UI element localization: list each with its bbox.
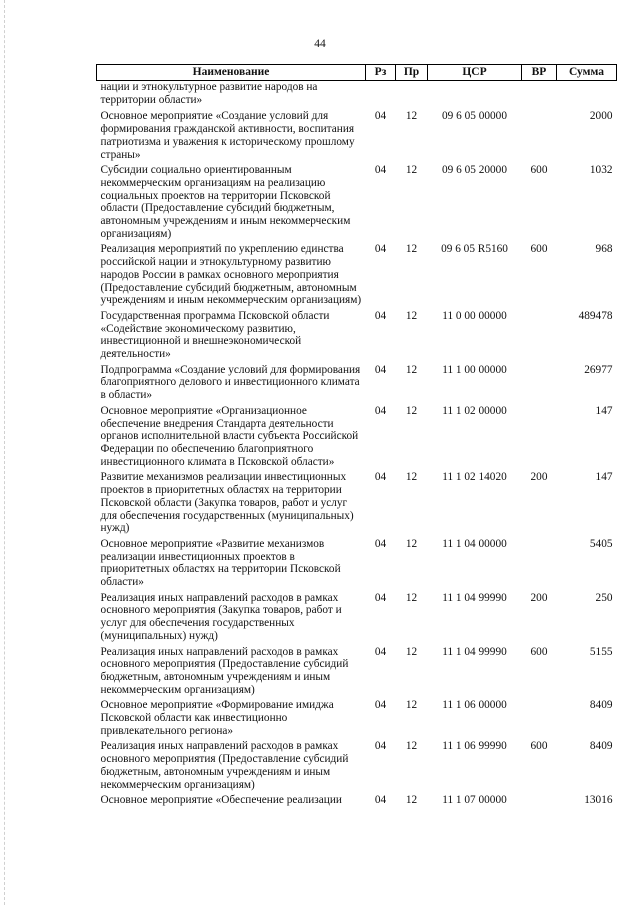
cell-pr: 12 [405, 363, 418, 376]
header-csr: ЦСР [428, 65, 522, 81]
cell-rz: 04 [374, 537, 387, 550]
cell-vr [522, 81, 557, 111]
cell-pr [396, 81, 428, 111]
cell-sum: 147 [595, 404, 613, 417]
cell-sum: 8409 [589, 740, 613, 753]
cell-csr: 09 6 05 R5160 [441, 243, 508, 256]
cell-vr: 600 [530, 243, 548, 256]
cell-rz: 04 [374, 110, 387, 123]
cell-sum: 489478 [578, 309, 613, 322]
cell-name: Реализация иных направлений расходов в рамках основного мероприятия (Предоставление субсидий бюджетным, автономным учреждениям и иным некоммерческим организациям) [100, 645, 349, 696]
cell-pr: 12 [405, 537, 418, 550]
cell-vr [522, 794, 557, 810]
cell-rz: 04 [374, 740, 387, 753]
cell-sum: 8409 [589, 699, 613, 712]
cell-sum: 5155 [589, 645, 613, 658]
table-header-row [97, 65, 617, 81]
cell-rz: 04 [374, 794, 387, 807]
cell-pr: 12 [405, 471, 418, 484]
cell-name: Основное мероприятие «Обеспечение реализации [100, 794, 342, 807]
cell-sum [557, 81, 617, 111]
cell-csr: 11 1 07 00000 [442, 794, 507, 807]
cell-vr [522, 699, 557, 740]
cell-pr: 12 [405, 110, 418, 123]
cell-vr [522, 310, 557, 364]
cell-rz: 04 [374, 591, 387, 604]
table-row [97, 364, 617, 405]
cell-csr: 11 1 06 00000 [442, 699, 507, 712]
cell-pr: 12 [405, 794, 418, 807]
header-name: Наименование [97, 65, 366, 81]
cell-csr: 09 6 05 00000 [442, 110, 507, 123]
cell-csr [428, 81, 522, 111]
cell-pr: 12 [405, 645, 418, 658]
header-vr: ВР [522, 65, 557, 81]
cell-csr: 11 1 04 99990 [442, 591, 507, 604]
cell-pr: 12 [405, 404, 418, 417]
cell-pr: 12 [405, 243, 418, 256]
cell-name: Реализация иных направлений расходов в рамках основного мероприятия (Закупка товаров, работ и услуг для обеспечения государственных (муниципальных) нужд) [100, 591, 342, 642]
table-row [97, 243, 617, 310]
cell-name: нации и этнокультурное развитие народов на территории области» [100, 81, 318, 106]
cell-rz: 04 [374, 363, 387, 376]
page-number: 44 [314, 38, 326, 50]
cell-csr: 11 1 00 00000 [442, 363, 507, 376]
cell-sum: 968 [595, 243, 613, 256]
page-edge-rule [4, 0, 5, 905]
table-row [97, 740, 617, 794]
cell-name: Субсидии социально ориентированным некоммерческим организациям на реализацию социальных проектов на территории Псковской области (Предоставление субсидий бюджетным, автономным учреждениям и иным некоммерческим организациям) [100, 164, 351, 240]
cell-csr: 11 1 02 14020 [442, 471, 507, 484]
cell-vr: 200 [530, 591, 548, 604]
cell-csr: 11 1 04 99990 [442, 645, 507, 658]
cell-name: Основное мероприятие «Формирование имиджа Псковской области как инвестиционно привлекательного региона» [100, 699, 334, 737]
cell-rz [366, 81, 396, 111]
cell-sum: 2000 [589, 110, 613, 123]
cell-pr: 12 [405, 164, 418, 177]
table-row [97, 164, 617, 243]
cell-rz: 04 [374, 164, 387, 177]
cell-vr [522, 405, 557, 472]
cell-csr: 11 1 02 00000 [442, 404, 507, 417]
table-row [97, 646, 617, 700]
cell-sum: 250 [595, 591, 613, 604]
cell-vr [522, 364, 557, 405]
cell-rz: 04 [374, 471, 387, 484]
cell-name: Основное мероприятие «Развитие механизмов реализации инвестиционных проектов в приоритетных областях на территории Псковской области» [100, 537, 341, 589]
cell-csr: 11 1 04 00000 [442, 537, 507, 550]
cell-rz: 04 [374, 309, 387, 322]
cell-pr: 12 [405, 591, 418, 604]
cell-rz: 04 [374, 243, 387, 256]
cell-name: Развитие механизмов реализации инвестиционных проектов в приоритетных областях на территории Псковской области (Закупка товаров, работ и услуг для обеспечения государственных (муниципальных) нужд) [100, 471, 354, 535]
cell-csr: 09 6 05 20000 [442, 164, 507, 177]
cell-rz: 04 [374, 645, 387, 658]
table-row [97, 110, 617, 164]
table-row [97, 794, 617, 810]
cell-pr: 12 [405, 699, 418, 712]
cell-vr [522, 110, 557, 164]
cell-sum: 1032 [589, 164, 613, 177]
cell-name: Государственная программа Псковской области «Содействие экономическому развитию, инвестиционной и внешнеэкономической деятельности» [100, 309, 330, 361]
cell-rz: 04 [374, 404, 387, 417]
table-row [97, 699, 617, 740]
cell-sum: 147 [595, 471, 613, 484]
cell-name: Реализация мероприятий по укреплению единства российской нации и этнокультурному развитию народов России в рамках основного мероприятия (Предоставление субсидий бюджетным, автономным учреждениям и иным некоммерческим организациям) [100, 243, 362, 307]
cell-vr [522, 538, 557, 592]
header-sum: Сумма [557, 65, 617, 81]
cell-csr: 11 1 06 99990 [442, 740, 507, 753]
table-row [97, 538, 617, 592]
cell-sum: 26977 [584, 363, 613, 376]
cell-name: Подпрограмма «Создание условий для формирования благоприятного делового и инвестиционного климата в области» [100, 363, 361, 402]
cell-name: Основное мероприятие «Организационное обеспечение внедрения Стандарта деятельности органов исполнительной власти субъекта Российской Федерации по обеспечению благоприятного инвестиционного климата в Псковской области» [100, 404, 359, 468]
cell-vr: 600 [530, 645, 548, 658]
header-pr: Пр [396, 65, 428, 81]
table-row [97, 81, 617, 111]
cell-sum: 5405 [589, 537, 613, 550]
table-row [97, 471, 617, 538]
cell-pr: 12 [405, 740, 418, 753]
cell-name: Реализация иных направлений расходов в рамках основного мероприятия (Предоставление субсидий бюджетным, автономным учреждениям и иным некоммерческим организациям) [100, 740, 349, 791]
table-row [97, 592, 617, 646]
cell-vr: 200 [530, 471, 548, 484]
table-row [97, 310, 617, 364]
cell-pr: 12 [405, 309, 418, 322]
cell-rz: 04 [374, 699, 387, 712]
budget-table [96, 64, 617, 810]
header-rz: Рз [366, 65, 396, 81]
cell-vr: 600 [530, 740, 548, 753]
cell-sum: 13016 [584, 794, 613, 807]
cell-vr: 600 [530, 164, 548, 177]
cell-name: Основное мероприятие «Создание условий для формирования гражданской активности, воспитания патриотизма и уважения к историческому прошлому страны» [100, 110, 355, 161]
cell-csr: 11 0 00 00000 [442, 309, 507, 322]
table-row [97, 405, 617, 472]
